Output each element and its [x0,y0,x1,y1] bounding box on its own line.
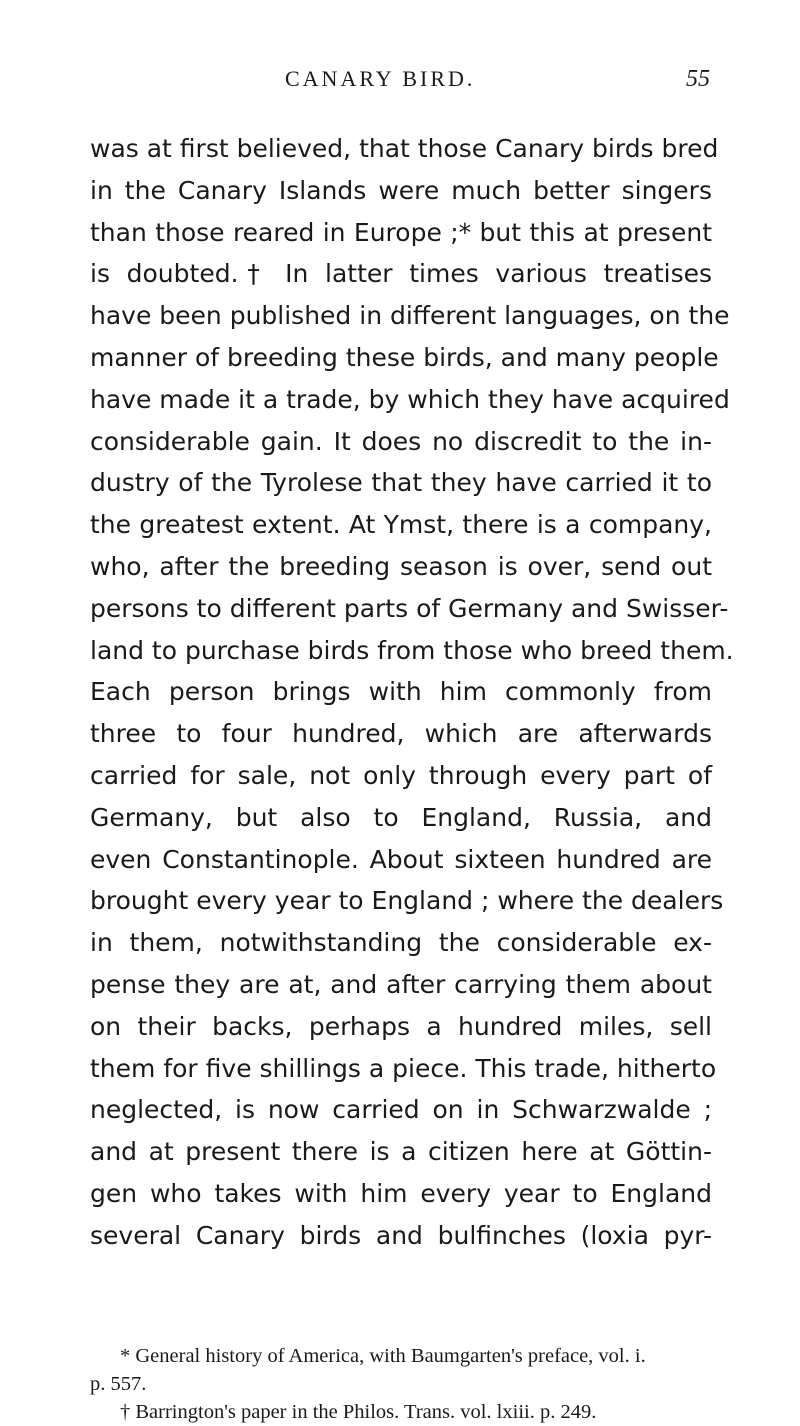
footnote-continuation: p. 557. [90,1373,147,1395]
page-number: 55 [686,66,710,92]
text-line: and at present there is a citizen here at Göttin- [90,1137,712,1167]
text-line: considerable gain. It does no discredit to the in- [90,426,712,456]
footnotes [90,1342,712,1426]
text-line: have been published in different languages, on the [90,301,730,331]
text-line: the greatest extent. At Ymst, there is a company, [90,510,712,540]
text-line: Each person brings with him commonly from [90,677,712,707]
running-title: CANARY BIRD. [285,66,476,91]
text-line: than those reared in Europe ;* but this at present [90,217,712,247]
page-header [255,66,710,93]
footnote: * General history of America, with Baumgarten's preface, vol. i. [120,1345,646,1367]
text-line: several Canary birds and bulfinches (loxia pyr- [90,1220,712,1250]
text-line: persons to different parts of Germany and Swisser- [90,593,729,623]
text-line: have made it a trade, by which they have acquired [90,384,730,414]
text-line: who, after the breeding season is over, send out [90,551,712,581]
text-line: in them, notwithstanding the considerable ex- [90,928,712,958]
text-line: even Constantinople. About sixteen hundred are [90,844,712,874]
text-line: was at first believed, that those Canary birds bred [90,134,719,163]
text-line: three to four hundred, which are afterwards [90,719,712,749]
text-line: manner of breeding these birds, and many people [90,342,719,372]
text-line: neglected, is now carried on in Schwarzwalde ; [90,1095,712,1125]
body-text [90,128,734,1257]
text-line: land to purchase birds from those who breed them. [90,635,734,665]
text-line: Germany, but also to England, Russia, and [90,802,712,832]
footnote: † Barrington's paper in the Philos. Trans. vol. lxiii. p. 249. [120,1401,597,1423]
text-line: in the Canary Islands were much better singers [90,175,712,205]
text-line: gen who takes with him every year to England [90,1178,712,1208]
text-line: on their backs, perhaps a hundred miles, sell [90,1011,712,1041]
text-line: brought every year to England ; where the dealers [90,886,724,916]
text-line: them for five shillings a piece. This trade, hitherto [90,1053,717,1083]
text-line: dustry of the Tyrolese that they have carried it to [90,468,712,498]
text-line: carried for sale, not only through every part of [90,760,712,790]
text-line: is doubted.† In latter times various treatises [90,259,712,289]
text-line: pense they are at, and after carrying them about [90,969,712,999]
